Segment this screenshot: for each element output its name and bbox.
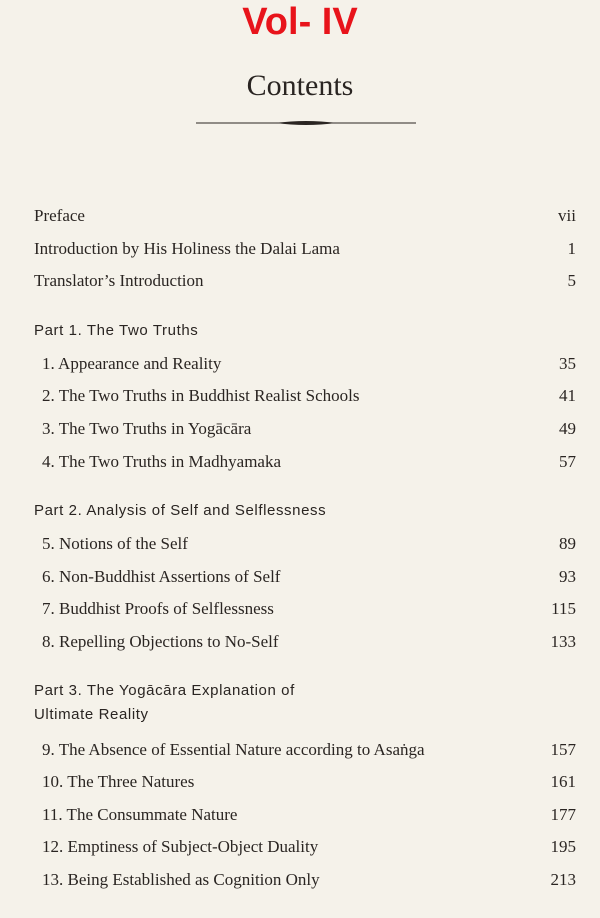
toc-entry-chapter[interactable] (34, 737, 576, 763)
toc-entry-page: 161 (550, 772, 576, 791)
toc-entry-chapter[interactable] (34, 596, 576, 622)
toc-entry-label: 8. Repelling Objections to No-Self (42, 632, 279, 651)
toc-entry-label: 9. The Absence of Essential Nature according to Asaṅga (42, 740, 425, 759)
toc-entry-page: 195 (550, 837, 576, 856)
toc-entry-chapter[interactable] (34, 416, 576, 442)
toc-entry-label: 12. Emptiness of Subject-Object Duality (42, 837, 319, 856)
toc-entry-page: 5 (567, 271, 576, 290)
toc-entry-label: 7. Buddhist Proofs of Selflessness (42, 599, 274, 618)
toc-entry-chapter[interactable] (34, 531, 576, 557)
toc-entry-label: Introduction by His Holiness the Dalai Lama (34, 239, 340, 258)
toc-entry-chapter[interactable] (34, 629, 576, 655)
toc-entry-chapter[interactable] (34, 564, 576, 590)
divider-ornament (196, 118, 416, 128)
toc-entry-translators-introduction[interactable] (34, 268, 576, 294)
toc-entry-page: 41 (559, 386, 576, 405)
toc-entry-page: 1 (567, 239, 576, 258)
toc-entry-chapter[interactable] (34, 834, 576, 860)
page-title: Contents (246, 69, 354, 102)
toc-entry-page: 133 (550, 632, 576, 651)
toc-entry-page: 49 (559, 419, 576, 438)
toc-entry-chapter[interactable] (34, 802, 576, 828)
toc-entry-label: 11. The Consummate Nature (42, 805, 238, 824)
toc-entry-label: 10. The Three Natures (42, 772, 195, 791)
toc-entry-chapter[interactable] (34, 769, 576, 795)
toc-entry-label: Preface (34, 206, 85, 225)
part-heading: Part 3. The Yogācāra Explanation of (34, 682, 295, 699)
toc-entry-label: 1. Appearance and Reality (42, 354, 222, 373)
toc-entry-label: 13. Being Established as Cognition Only (42, 870, 320, 889)
volume-label: Vol- IV (242, 1, 358, 43)
toc-entry-page: 93 (559, 567, 576, 586)
toc-entry-page: 177 (550, 805, 576, 824)
part-heading: Part 2. Analysis of Self and Selflessness (34, 502, 327, 519)
part-heading: Part 1. The Two Truths (34, 322, 199, 339)
toc-entry-page: 57 (559, 452, 576, 471)
toc-entry-page: vii (558, 206, 576, 225)
toc-entry-page: 157 (550, 740, 576, 759)
toc-entry-introduction-dalai-lama[interactable] (34, 236, 576, 262)
toc-entry-chapter[interactable] (34, 449, 576, 475)
toc-entry-page: 213 (550, 870, 576, 889)
toc-entry-chapter[interactable] (34, 383, 576, 409)
toc-entry-label: 5. Notions of the Self (42, 534, 188, 553)
toc-entry-label: 6. Non-Buddhist Assertions of Self (42, 567, 281, 586)
toc-entry-page: 115 (551, 599, 576, 618)
toc-entry-page: 89 (559, 534, 576, 553)
toc-entry-preface[interactable] (34, 203, 576, 229)
toc-entry-page: 35 (559, 354, 576, 373)
part-heading-continued: Ultimate Reality (34, 706, 149, 723)
toc-entry-label: 2. The Two Truths in Buddhist Realist Schools (42, 386, 360, 405)
toc-entry-label: Translator’s Introduction (34, 271, 204, 290)
toc-entry-chapter[interactable] (34, 867, 576, 893)
toc-entry-label: 3. The Two Truths in Yogācāra (42, 419, 252, 438)
toc-entry-label: 4. The Two Truths in Madhyamaka (42, 452, 282, 471)
toc-entry-chapter[interactable] (34, 351, 576, 377)
